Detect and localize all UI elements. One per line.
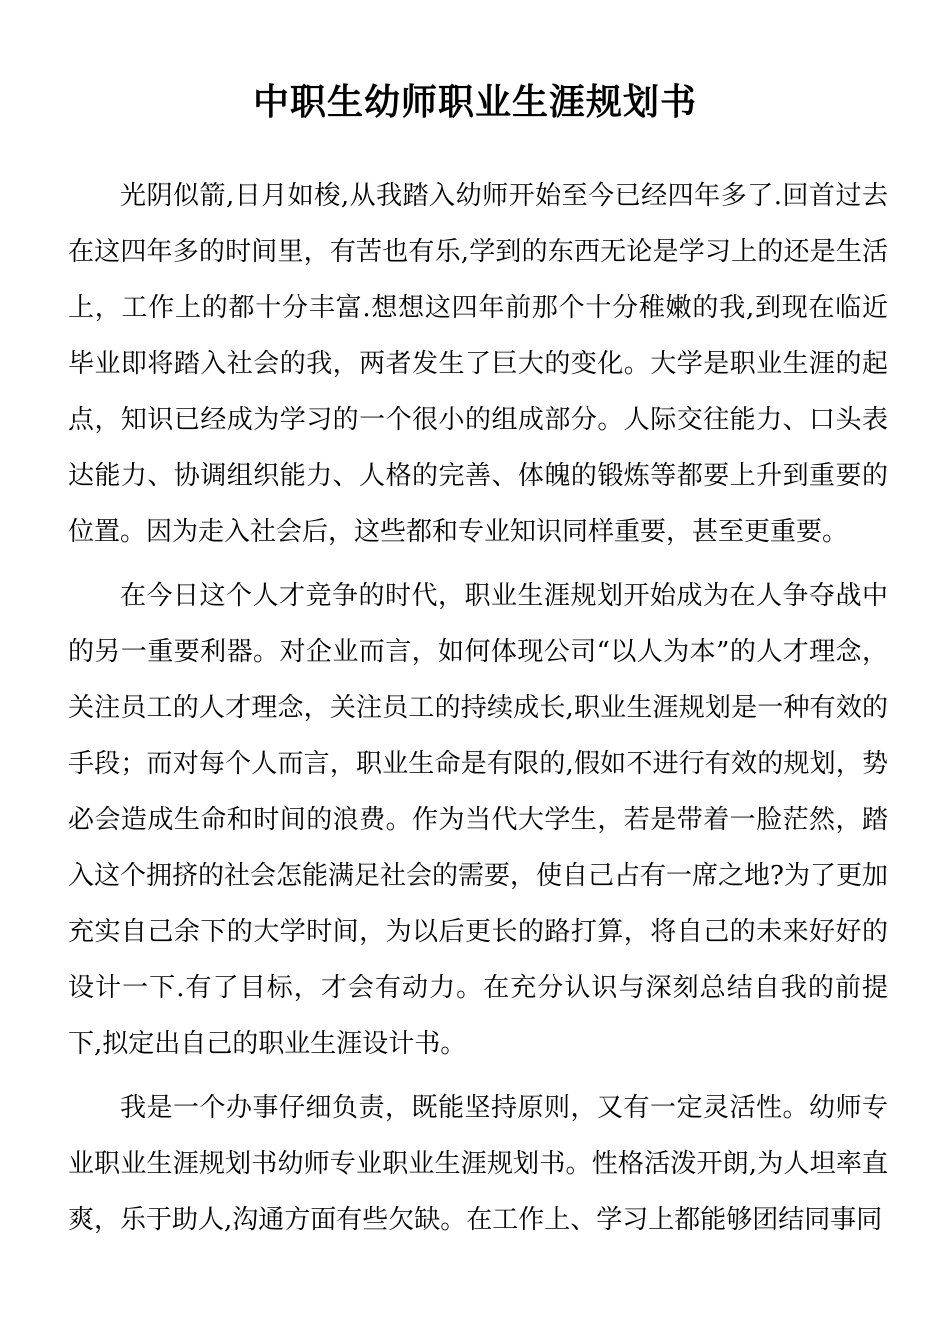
paragraph-2: 在今日这个人才竞争的时代，职业生涯规划开始成为在人争夺战中的另一重要利器。对企业而言，如何体现公司“以人为本”的人才理念，关注员工的人才理念，关注员工的持续成长,职业生涯规划是一种有效的手段；而对每个人而言，职业生命是有限的,假如不进行有效的规划，势必会造成生命和时间的浪费。作为当代大学生，若是带着一脸茫然，踏入这个拥挤的社会怎能满足社会的需要，使自己占有一席之地?为了更加充实自己余下的大学时间，为以后更长的路打算，将自己的未来好好的设计一下.有了目标，才会有动力。在充分认识与深刻总结自我的前提下,拟定出自己的职业生涯设计书。 <box>68 581 888 1059</box>
paragraph-1: 光阴似箭,日月如梭,从我踏入幼师开始至今已经四年多了.回首过去在这四年多的时间里，有苦也有乐,学到的东西无论是学习上的还是生活上，工作上的都十分丰富.想想这四年前那个十分稚嫩的我,到现在临近毕业即将踏入社会的我，两者发生了巨大的变化。大学是职业生涯的起点，知识已经成为学习的一个很小的组成部分。人际交往能力、口头表达能力、协调组织能力、人格的完善、体魄的锻炼等都要上升到重要的位置。因为走入社会后，这些都和专业知识同样重要，甚至更重要。 <box>68 181 888 547</box>
paragraph-3: 我是一个办事仔细负责，既能坚持原则，又有一定灵活性。幼师专业职业生涯规划书幼师专业职业生涯规划书。性格活泼开朗,为人坦率直爽，乐于助人,沟通方面有些欠缺。在工作上、学习上都能够团结同事同 <box>68 1093 888 1235</box>
document-body <box>68 168 888 1256</box>
document-title: 中职生幼师职业生涯规划书 <box>252 81 697 123</box>
